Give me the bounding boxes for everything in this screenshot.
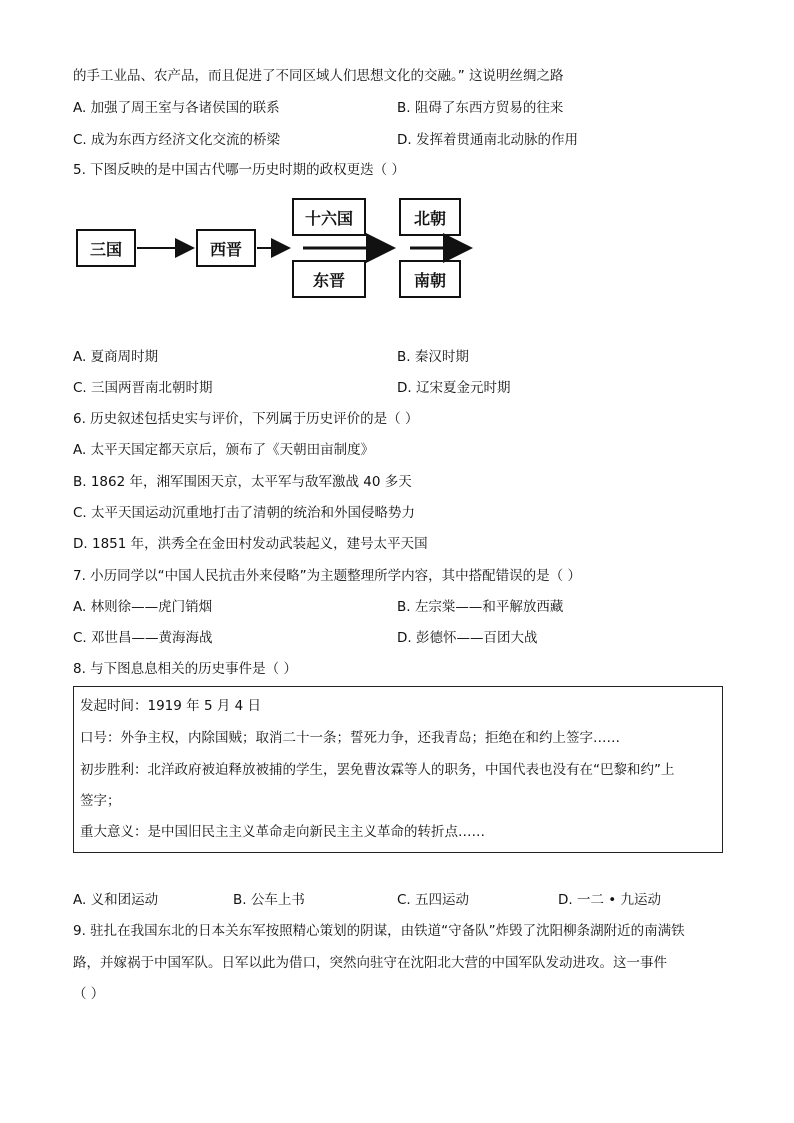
q8-box-line-1: 发起时间：1919 年 5 月 4 日: [80, 698, 261, 714]
q8-box-line-5: 重大意义：是中国旧民主主义革命走向新民主主义革命的转折点……: [80, 824, 485, 840]
diagram-box-nanchao: 南朝: [399, 260, 461, 298]
q7-option-c: C. 邓世昌——黄海海战: [73, 630, 213, 646]
diagram-box-sanguo: 三国: [76, 229, 136, 267]
q5-option-b: B. 秦汉时期: [397, 349, 469, 365]
q6-stem: 6. 历史叙述包括史实与评价，下列属于历史评价的是（ ）: [73, 411, 419, 427]
q4-option-b: B. 阻碍了东西方贸易的往来: [397, 100, 564, 116]
q7-option-d: D. 彭德怀——百团大战: [397, 630, 538, 646]
q5-stem: 5. 下图反映的是中国古代哪一历史时期的政权更迭（ ）: [73, 162, 405, 178]
q8-option-b: B. 公车上书: [233, 892, 305, 908]
q8-box-line-3: 初步胜利：北洋政府被迫释放被捕的学生，罢免曹汝霖等人的职务，中国代表也没有在“巴黎和约”上: [80, 762, 675, 778]
q8-option-a: A. 义和团运动: [73, 892, 159, 908]
diagram-box-shiliuguo: 十六国: [292, 198, 366, 236]
q6-option-b: B. 1862 年，湘军围困天京，太平军与敌军激战 40 多天: [73, 474, 412, 490]
diagram-box-xijin: 西晋: [196, 229, 256, 267]
q4-option-c: C. 成为东西方经济文化交流的桥梁: [73, 132, 281, 148]
q8-box-line-4: 签字；: [80, 793, 121, 809]
diagram-box-dongjin: 东晋: [292, 260, 366, 298]
q6-option-a: A. 太平天国定都天京后，颁布了《天朝田亩制度》: [73, 442, 375, 458]
q8-stem: 8. 与下图息息相关的历史事件是（ ）: [73, 661, 297, 677]
q4-option-a: A. 加强了周王室与各诸侯国的联系: [73, 100, 280, 116]
q9-line-3: （ ）: [73, 986, 105, 1002]
q7-option-b: B. 左宗棠——和平解放西藏: [397, 599, 564, 615]
q8-option-d: D. 一二 • 九运动: [558, 892, 662, 908]
q6-option-c: C. 太平天国运动沉重地打击了清朝的统治和外国侵略势力: [73, 505, 416, 521]
q8-box-line-2: 口号：外争主权，内除国贼；取消二十一条；誓死力争，还我青岛；拒绝在和约上签字……: [80, 730, 620, 746]
diagram-arrows: [0, 0, 794, 320]
q5-option-d: D. 辽宋夏金元时期: [397, 380, 511, 396]
q5-option-c: C. 三国两晋南北朝时期: [73, 380, 213, 396]
diagram-box-beichao: 北朝: [399, 198, 461, 236]
q7-option-a: A. 林则徐——虎门销烟: [73, 599, 213, 615]
q5-option-a: A. 夏商周时期: [73, 349, 159, 365]
q9-line-2: 路，并嫁祸于中国军队。日军以此为借口，突然向驻守在沈阳北大营的中国军队发动进攻。这一事件: [73, 955, 667, 971]
q4-stem-tail: 的手工业品、农产品，而且促进了不同区域人们思想文化的交融。” 这说明丝绸之路: [73, 68, 564, 84]
q9-line-1: 9. 驻扎在我国东北的日本关东军按照精心策划的阴谋，由铁道“守备队”炸毁了沈阳柳条湖附近的南满铁: [73, 923, 685, 939]
q4-option-d: D. 发挥着贯通南北动脉的作用: [397, 132, 578, 148]
q8-option-c: C. 五四运动: [397, 892, 470, 908]
q7-stem: 7. 小历同学以“中国人民抗击外来侵略”为主题整理所学内容，其中搭配错误的是（ ）: [73, 568, 581, 584]
q6-option-d: D. 1851 年，洪秀全在金田村发动武装起义，建号太平天国: [73, 536, 428, 552]
